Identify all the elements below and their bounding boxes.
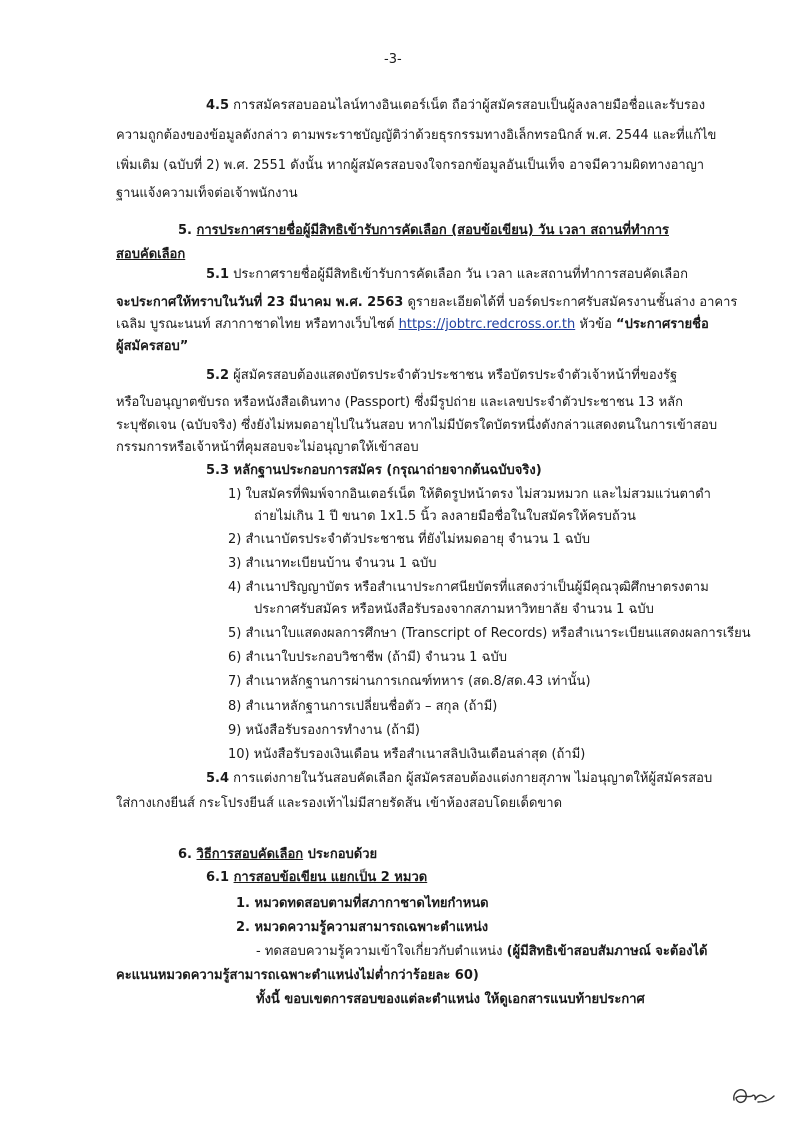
section-5-2-line-3: ระบุชัดเจน (ฉบับจริง) ซึ่งยังไม่หมดอายุไปในวันสอบ หากไม่มีบัตรใดบัตรหนึ่งดังกล่าวแสดงตนในการเข้าสอบ [116,418,718,433]
list-item-number: 4) [228,580,242,595]
list-item-number: 2) [228,532,242,547]
section-5-title: การประกาศรายชื่อผู้มีสิทธิเข้ารับการคัดเลือก (สอบข้อเขียน) วัน เวลา สถานที่ทำการ [196,223,669,238]
list-item [228,554,437,574]
section-5-2-line-2: หรือใบอนุญาตขับรถ หรือหนังสือเดินทาง (Passport) ซึ่งมีรูปถ่าย และเลขประจำตัวประชาชน 13 หลัก [116,395,683,410]
list-item-text: ใบสมัครที่พิมพ์จากอินเตอร์เน็ต ให้ติดรูปหน้าตรง ไม่สวมหมวก และไม่สวมแว่นตาดำ [245,487,711,502]
list-item [228,721,420,741]
list-item-number: 10) [228,747,250,762]
list-item [236,918,488,938]
section-6-1-number: 6.1 [206,870,230,885]
interview-condition: (ผู้มีสิทธิเข้าสอบสัมภาษณ์ จะต้องได้ [506,944,708,959]
section-5-1-line-4: ผู้สมัครสอบ” [116,339,189,354]
section-5-4-line-1 [206,769,712,789]
list-item-number: 1) [228,487,242,502]
list-item [236,894,489,914]
section-6-title: วิธีการสอบคัดเลือก [196,847,304,862]
list-item-text: สำเนาใบแสดงผลการศึกษา (Transcript of Records) หรือสำเนาระเบียนแสดงผลการเรียน [245,626,751,641]
section-6-heading [178,845,377,865]
list-item-text: หนังสือรับรองเงินเดือน หรือสำเนาสลิปเงินเดือนล่าสุด (ถ้ามี) [253,747,586,762]
list-item-number: 7) [228,674,242,689]
list-item-text: สำเนาใบประกอบวิชาชีพ (ถ้ามี) จำนวน 1 ฉบับ [245,650,507,665]
list-item-text: สำเนาปริญญาบัตร หรือสำเนาประกาศนียบัตรที่แสดงว่าเป็นผู้มีคุณวุฒิศึกษาตรงตาม [245,580,709,595]
section-5-1-topic-label: หัวข้อ [575,317,617,332]
section-5-1-line-2-text: ดูรายละเอียดได้ที่ บอร์ดประกาศรับสมัครงานชั้นล่าง อาคาร [403,295,738,310]
list-item-text: สำเนาทะเบียนบ้าน จำนวน 1 ฉบับ [245,556,437,571]
list-item-text: สำเนาหลักฐานการเปลี่ยนชื่อตัว – สกุล (ถ้ามี) [245,699,498,714]
list-item-number: 9) [228,723,242,738]
website-link[interactable]: https://jobtrc.redcross.or.th [398,317,576,332]
list-item [228,697,497,717]
list-item [228,578,709,598]
list-item-text: สำเนาหลักฐานการผ่านการเกณฑ์ทหาร (สด.8/สด.43 เท่านั้น) [245,674,591,689]
section-5-4-text: การแต่งกายในวันสอบคัดเลือก ผู้สมัครสอบต้องแต่งกายสุภาพ ไม่อนุญาตให้ผู้สมัครสอบ [233,771,713,786]
section-4-5-line-1 [206,96,705,116]
section-5-3-heading: 5.3 หลักฐานประกอบการสมัคร (กรุณาถ่ายจากต้นฉบับจริง) [206,463,542,478]
list-item-number: 8) [228,699,242,714]
list-item-number: 2. [236,920,250,935]
list-item-number: 3) [228,556,242,571]
section-6-title-rest: ประกอบด้วย [303,847,378,862]
section-5-4-line-2: ใส่กางเกงยีนส์ กระโปรงยีนส์ และรองเท้าไม่มีสายรัดส้น เข้าห้องสอบโดยเด็ดขาด [116,796,563,811]
list-item-text: หมวดทดสอบตามที่สภากาชาดไทยกำหนด [254,896,489,911]
section-5-2-number: 5.2 [206,368,230,383]
section-6-1-detail-line-3: ทั้งนี้ ขอบเขตการสอบของแต่ละตำแหน่ง ให้ดูเอกสารแนบท้ายประกาศ [256,992,645,1007]
section-4-5-line-4: ฐานแจ้งความเท็จต่อเจ้าพนักงาน [116,186,298,201]
topic-title: “ประกาศรายชื่อ [616,317,709,332]
section-5-1-text: ประกาศรายชื่อผู้มีสิทธิเข้ารับการคัดเลือก วัน เวลา และสถานที่ทำการสอบคัดเลือก [233,267,688,282]
list-item-number: 6) [228,650,242,665]
section-5-number: 5. [178,223,192,238]
section-5-1-line-1 [206,265,688,285]
section-5-4-number: 5.4 [206,771,230,786]
list-item-text: หมวดความรู้ความสามารถเฉพาะตำแหน่ง [254,920,489,935]
section-4-5-number: 4.5 [206,98,230,113]
section-5-2-line-1 [206,366,677,386]
list-item [228,530,590,550]
list-item-continued: ประกาศรับสมัคร หรือหนังสือรับรองจากสภามหาวิทยาลัย จำนวน 1 ฉบับ [254,602,654,617]
list-item [228,648,507,668]
section-4-5-line-3: เพิ่มเติม (ฉบับที่ 2) พ.ศ. 2551 ดังนั้น หากผู้สมัครสอบจงใจกรอกข้อมูลอันเป็นเท็จ อาจมีความผิดทางอาญา [116,158,705,173]
section-5-1-line-3-text: เฉลิม บูรณะนนท์ สภากาชาดไทย หรือทางเว็บไซต์ [116,317,399,332]
list-item [228,672,591,692]
section-5-1-number: 5.1 [206,267,230,282]
section-5-heading-line-1 [178,221,669,241]
list-item-text: สำเนาบัตรประจำตัวประชาชน ที่ยังไม่หมดอายุ จำนวน 1 ฉบับ [245,532,591,547]
signature-initials [728,1080,778,1110]
section-6-1-detail-text: - ทดสอบความรู้ความเข้าใจเกี่ยวกับตำแหน่ง [256,944,507,959]
list-item [228,485,711,505]
list-item [228,624,751,644]
section-5-2-text: ผู้สมัครสอบต้องแสดงบัตรประจำตัวประชาชน หรือบัตรประจำตัวเจ้าหน้าที่ของรัฐ [233,368,678,383]
section-6-1-detail-line-1 [256,942,707,962]
announcement-date: จะประกาศให้ทราบในวันที่ 23 มีนาคม พ.ศ. 2563 [116,295,404,310]
list-item [228,745,585,765]
section-5-2-line-4: กรรมการหรือเจ้าหน้าที่คุมสอบจะไม่อนุญาตให้เข้าสอบ [116,440,419,455]
section-5-1-line-3 [116,315,709,335]
page-number: -3- [384,52,402,67]
section-6-1-detail-line-2: คะแนนหมวดความรู้สามารถเฉพาะตำแหน่งไม่ต่ำกว่าร้อยละ 60) [116,968,479,983]
section-5-1-line-2 [116,293,737,313]
section-4-5-line-2: ความถูกต้องของข้อมูลดังกล่าว ตามพระราชบัญญัติว่าด้วยธุรกรรมทางอิเล็กทรอนิกส์ พ.ศ. 2544 และที่แก้ไข [116,128,717,143]
list-item-text: หนังสือรับรองการทำงาน (ถ้ามี) [245,723,420,738]
section-6-number: 6. [178,847,192,862]
section-4-5-text: การสมัครสอบออนไลน์ทางอินเตอร์เน็ต ถือว่าผู้สมัครสอบเป็นผู้ลงลายมือชื่อและรับรอง [233,98,706,113]
list-item-number: 5) [228,626,242,641]
section-6-1-title: การสอบข้อเขียน แยกเป็น 2 หมวด [233,870,428,885]
section-6-1-heading [206,868,427,888]
list-item-continued: ถ่ายไม่เกิน 1 ปี ขนาด 1x1.5 นิ้ว ลงลายมือชื่อในใบสมัครให้ครบถ้วน [254,509,636,524]
section-5-heading-line-2: สอบคัดเลือก [116,247,186,262]
list-item-number: 1. [236,896,250,911]
